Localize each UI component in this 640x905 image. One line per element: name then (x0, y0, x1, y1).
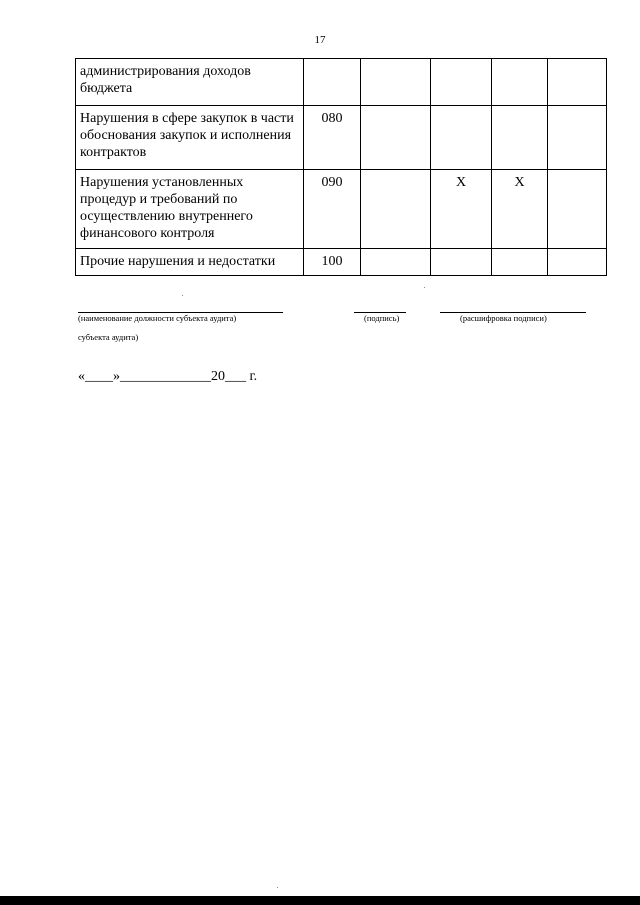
page-number: 17 (314, 34, 326, 46)
row-code: 090 (304, 170, 361, 249)
row-code (304, 59, 361, 106)
table-cell (361, 249, 431, 276)
table-cell (492, 249, 548, 276)
scan-footer-bar (0, 896, 640, 905)
table-cell (361, 170, 431, 249)
table-cell (431, 249, 492, 276)
table-row (76, 59, 607, 106)
row-code: 100 (304, 249, 361, 276)
position-caption-continued: субъекта аудита) (78, 332, 139, 342)
decoding-caption: (расшифровка подписи) (460, 313, 547, 323)
row-name: администрирования доходов бюджета (76, 59, 304, 106)
scan-speck (182, 295, 183, 296)
position-caption: (наименование должности субъекта аудита) (78, 313, 237, 323)
row-name: Прочие нарушения и недостатки (76, 249, 304, 276)
table-cell-mark: X (492, 170, 548, 249)
table-cell (492, 106, 548, 170)
table-cell-mark: X (431, 170, 492, 249)
row-code: 080 (304, 106, 361, 170)
date-line: «____»_____________20___ г. (78, 369, 258, 384)
table-cell (361, 59, 431, 106)
table-cell (548, 106, 607, 170)
scan-speck (424, 287, 425, 288)
table-row (76, 249, 607, 276)
table-cell (548, 59, 607, 106)
row-name: Нарушения в сфере закупок в части обоснования закупок и исполнения контрактов (76, 106, 304, 170)
table-cell (361, 106, 431, 170)
scan-speck (277, 887, 278, 888)
table-cell (548, 170, 607, 249)
violations-table (75, 58, 607, 276)
table-row (76, 170, 607, 249)
table-cell (548, 249, 607, 276)
table-cell (431, 106, 492, 170)
signature-caption: (подпись) (364, 313, 400, 323)
table-row (76, 106, 607, 170)
table-cell (431, 59, 492, 106)
table-cell (492, 59, 548, 106)
row-name: Нарушения установленных процедур и требований по осуществлению внутреннего финансового контроля (76, 170, 304, 249)
